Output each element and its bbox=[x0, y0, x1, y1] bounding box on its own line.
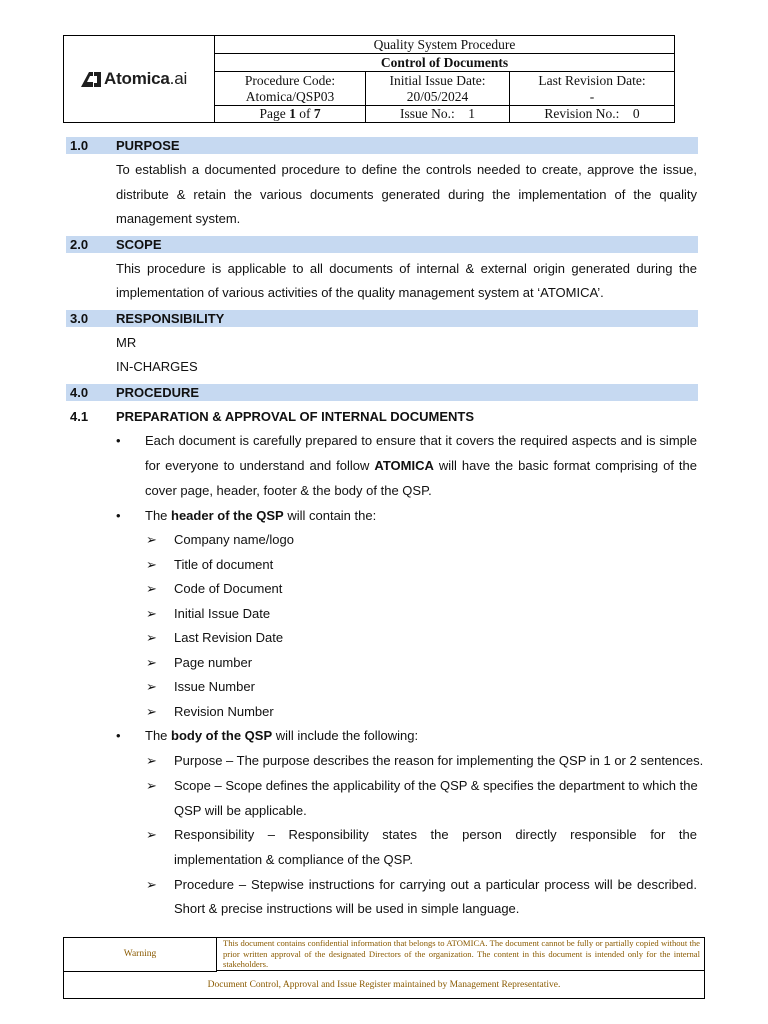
list-item: Company name/logo bbox=[174, 532, 294, 547]
list-item: Revision Number bbox=[174, 704, 274, 719]
list-item: Procedure – Stepwise instructions for carrying out a particular process will be described. bbox=[174, 877, 697, 892]
document-footer-table bbox=[63, 937, 705, 999]
bullet-text-line: cover page, header, footer & the body of the QSP. bbox=[145, 483, 432, 498]
doc-type: Quality System Procedure bbox=[215, 36, 674, 54]
procedure-code-cell: Procedure Code: Atomica/QSP03 bbox=[215, 72, 366, 105]
arrow-bullet-icon: ➢ bbox=[146, 753, 157, 768]
initial-issue-cell: Initial Issue Date: 20/05/2024 bbox=[366, 72, 510, 105]
list-item: Purpose – The purpose describes the reason for implementing the QSP in 1 or 2 sentences. bbox=[174, 753, 704, 768]
confidentiality-notice: This document contains confidential information that belongs to ATOMICA. The document cannot be fully or partially copied without the prior written approval of the designated Directors of the organization. The content in this document is intended only for the internal stakeholders. bbox=[217, 938, 704, 971]
arrow-bullet-icon: ➢ bbox=[146, 630, 157, 645]
section-heading-procedure: 4.0 PROCEDURE bbox=[66, 384, 698, 401]
scope-text-line: implementation of various activities of the quality management system at ‘ATOMICA’. bbox=[116, 285, 604, 300]
list-item-continuation: Short & precise instructions will be used in simple language. bbox=[174, 901, 520, 916]
list-item: Initial Issue Date bbox=[174, 606, 271, 621]
last-revision-cell: Last Revision Date: - bbox=[510, 72, 674, 105]
register-note: Document Control, Approval and Issue Register maintained by Management Representative. bbox=[207, 980, 561, 990]
logo-cell bbox=[64, 36, 215, 122]
list-item: Title of document bbox=[174, 557, 274, 572]
arrow-bullet-icon: ➢ bbox=[146, 679, 157, 694]
atomica-logo-icon bbox=[80, 70, 102, 88]
responsibility-item: MR bbox=[116, 335, 137, 350]
arrow-bullet-icon: ➢ bbox=[146, 557, 157, 572]
purpose-text-line: distribute & retain the various documents generated during the implementation of the quality bbox=[116, 187, 697, 202]
last-revision-value: - bbox=[589, 89, 595, 104]
list-item: Issue Number bbox=[174, 679, 255, 694]
list-item: Responsibility – Responsibility states the person directly responsible for the bbox=[174, 827, 697, 842]
initial-issue-value: 20/05/2024 bbox=[406, 89, 469, 104]
doc-title: Control of Documents bbox=[215, 54, 674, 72]
list-item: Scope – Scope defines the applicability of the QSP & specifies the department to which the bbox=[174, 778, 698, 793]
bullet-text-line: for everyone to understand and follow ATOMICA will have the basic format comprising of the bbox=[145, 458, 698, 473]
arrow-bullet-icon: ➢ bbox=[146, 827, 157, 842]
list-item: Code of Document bbox=[174, 581, 283, 596]
warning-label: Warning bbox=[64, 938, 217, 972]
section-heading-scope: 2.0 SCOPE bbox=[66, 236, 698, 253]
procedure-code-value: Atomica/QSP03 bbox=[245, 89, 335, 104]
scope-text-line: This procedure is applicable to all documents of internal & external origin generated during the bbox=[116, 261, 697, 276]
list-item: Page number bbox=[174, 655, 253, 670]
bullet-icon: • bbox=[116, 508, 121, 523]
list-item-continuation: implementation & compliance of the QSP. bbox=[174, 852, 413, 867]
issue-number: Issue No.: 1 bbox=[366, 106, 510, 122]
subsection-title: PREPARATION & APPROVAL OF INTERNAL DOCUMENTS bbox=[116, 409, 474, 424]
list-item-continuation: QSP will be applicable. bbox=[174, 803, 307, 818]
arrow-bullet-icon: ➢ bbox=[146, 704, 157, 719]
bullet-text-line: Each document is carefully prepared to ensure that it covers the required aspects and is simple bbox=[145, 433, 697, 448]
bullet-text-line: The body of the QSP will include the following: bbox=[145, 728, 419, 743]
arrow-bullet-icon: ➢ bbox=[146, 532, 157, 547]
document-header-table bbox=[63, 35, 675, 123]
page-number: Page 1 of 7 bbox=[215, 106, 366, 122]
bullet-icon: • bbox=[116, 728, 121, 743]
arrow-bullet-icon: ➢ bbox=[146, 877, 157, 892]
bullet-text-line: The header of the QSP will contain the: bbox=[145, 508, 377, 523]
responsibility-item: IN-CHARGES bbox=[116, 359, 198, 374]
bullet-icon: • bbox=[116, 433, 121, 448]
arrow-bullet-icon: ➢ bbox=[146, 581, 157, 596]
arrow-bullet-icon: ➢ bbox=[146, 606, 157, 621]
section-heading-purpose: 1.0 PURPOSE bbox=[66, 137, 698, 154]
subsection-number: 4.1 bbox=[70, 409, 89, 424]
purpose-text-line: To establish a documented procedure to define the controls needed to create, approve the issue, bbox=[116, 162, 697, 177]
company-logo bbox=[80, 69, 187, 89]
revision-number: Revision No.: 0 bbox=[544, 106, 640, 121]
list-item: Last Revision Date bbox=[174, 630, 284, 645]
arrow-bullet-icon: ➢ bbox=[146, 778, 157, 793]
arrow-bullet-icon: ➢ bbox=[146, 655, 157, 670]
section-heading-responsibility: 3.0 RESPONSIBILITY bbox=[66, 310, 698, 327]
logo-wordmark: Atomica.ai bbox=[104, 69, 188, 88]
purpose-text-line: management system. bbox=[116, 211, 241, 226]
